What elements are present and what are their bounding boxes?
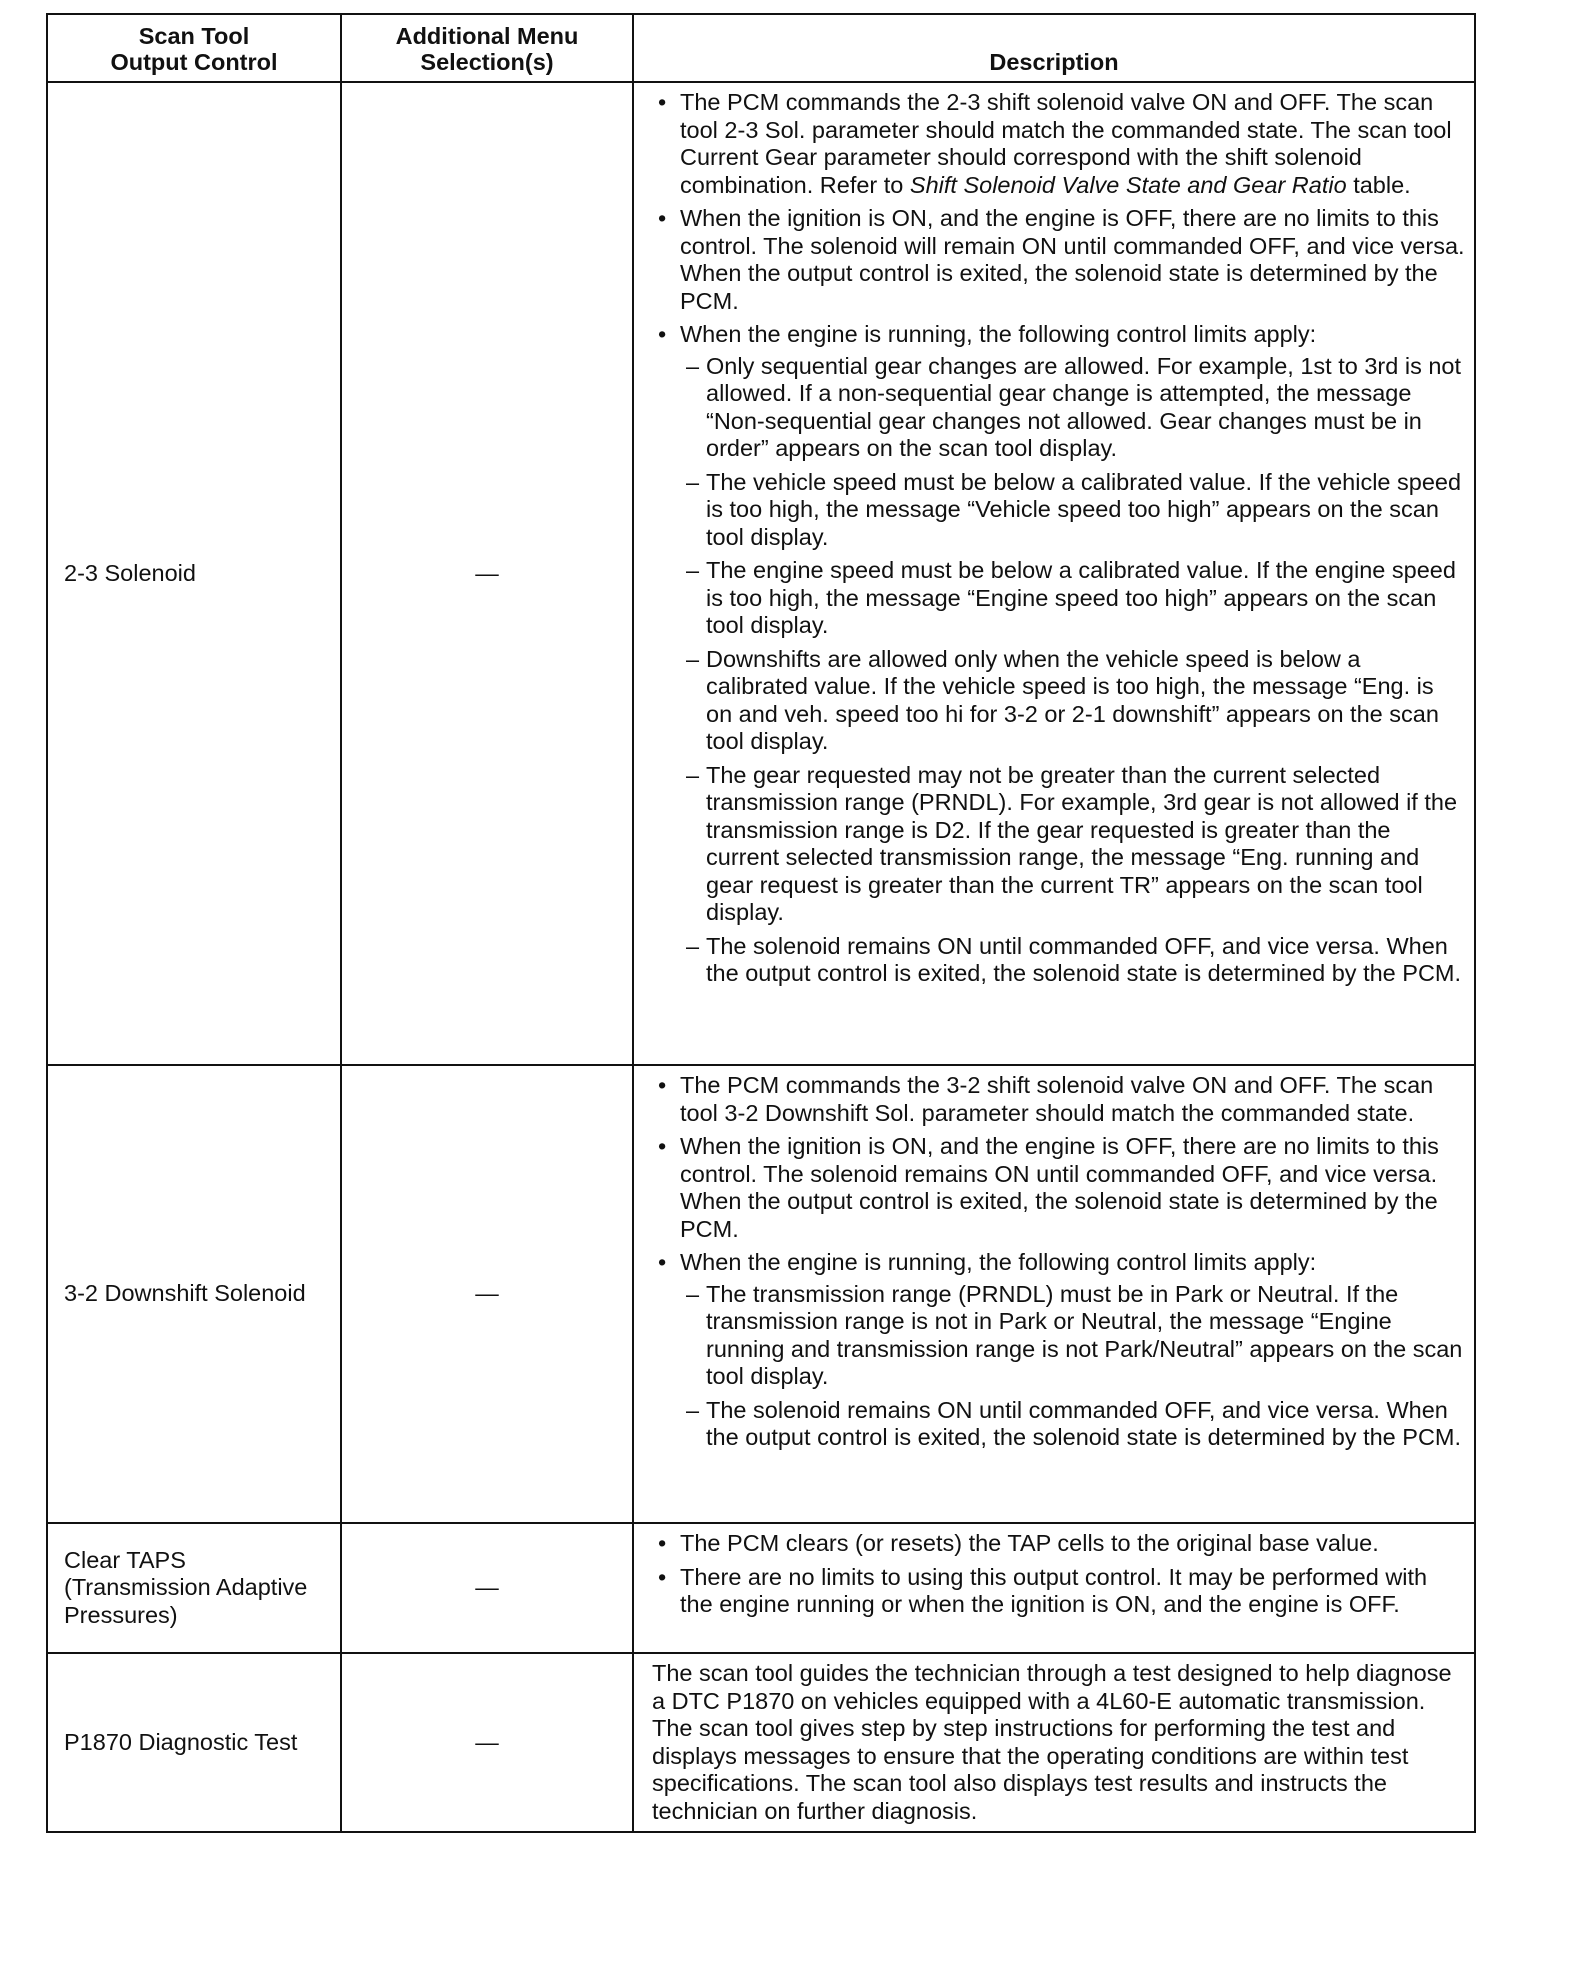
list-item: • There are no limits to using this output control. It may be performed with the engine running or when the ignition is ON, and the engine is OFF. (654, 1564, 1466, 1619)
bullet-italic-ref: Shift Solenoid Valve State and Gear Ratio (909, 171, 1347, 198)
list-item: – The transmission range (PRNDL) must be in Park or Neutral. If the transmission range is not in Park or Neutral, the message “Engine running and transmission range is not Park/Neutral” appears on the scan tool display. (680, 1281, 1466, 1391)
table-row (47, 82, 1475, 1065)
list-item (654, 89, 1466, 199)
table-row (47, 1065, 1475, 1523)
header-line: Additional Menu (395, 23, 579, 49)
list-item (654, 1249, 1466, 1452)
header-line: Scan Tool (138, 23, 250, 49)
description-cell (633, 1653, 1475, 1832)
header-row (47, 14, 1475, 82)
list-item: – The vehicle speed must be below a calibrated value. If the vehicle speed is too high, the message “Vehicle speed too high” appears on the scan tool display. (680, 469, 1466, 552)
bullet-text: table. (1346, 171, 1411, 198)
description-cell (633, 1065, 1475, 1523)
header-additional-menu-selections (341, 14, 633, 82)
description-paragraph: The scan tool guides the technician through a test designed to help diagnose a DTC P1870 on vehicles equipped with a 4L60-E automatic transmission. The scan tool gives step by step instructions for performing the test and displays messages to ensure that the operating conditions are within test specifications. The scan tool also displays test results and instructs the technician on further diagnosis. (652, 1660, 1452, 1824)
list-item: – The solenoid remains ON until commanded OFF, and vice versa. When the output control is exited, the solenoid state is determined by the PCM. (680, 1397, 1466, 1452)
menu-selection-cell: — (341, 1523, 633, 1653)
output-control-cell: 2-3 Solenoid (47, 82, 341, 1065)
bullet-list (654, 1530, 1466, 1619)
bullet-text: When the engine is running, the following control limits apply: (680, 1249, 1317, 1275)
bullet-text: When the engine is running, the following control limits apply: (680, 321, 1317, 347)
menu-selection-cell: — (341, 82, 633, 1065)
list-item (654, 321, 1466, 988)
menu-selection-cell: — (341, 1653, 633, 1832)
output-control-table (46, 13, 1476, 1833)
header-scan-tool-output-control (47, 14, 341, 82)
list-item: – The engine speed must be below a calibrated value. If the engine speed is too high, the message “Engine speed too high” appears on the scan tool display. (680, 557, 1466, 640)
description-cell (633, 82, 1475, 1065)
list-item: – The solenoid remains ON until commanded OFF, and vice versa. When the output control is exited, the solenoid state is determined by the PCM. (680, 933, 1466, 988)
output-control-cell: Clear TAPS (Transmission Adaptive Pressures) (47, 1523, 341, 1653)
list-item: • When the ignition is ON, and the engine is OFF, there are no limits to this control. The solenoid will remain ON until commanded OFF, and vice versa. When the output control is exited, the solenoid state is determined by the PCM. (654, 205, 1466, 315)
dash-list (680, 1281, 1466, 1452)
table-row (47, 1523, 1475, 1653)
header-line: Selection(s) (420, 49, 554, 75)
header-description (633, 14, 1475, 82)
list-item: • When the ignition is ON, and the engine is OFF, there are no limits to this control. The solenoid remains ON until commanded OFF, and vice versa. When the output control is exited, the solenoid state is determined by the PCM. (654, 1133, 1466, 1243)
description-cell (633, 1523, 1475, 1653)
list-item: – Only sequential gear changes are allowed. For example, 1st to 3rd is not allowed. If a non-sequential gear change is attempted, the message “Non-sequential gear changes not allowed. Gear changes must be in order” appears on the scan tool display. (680, 353, 1466, 463)
list-item: – The gear requested may not be greater than the current selected transmission range (PRNDL). For example, 3rd gear is not allowed if the transmission range is D2. If the gear requested is greater than the current selected transmission range, the message “Eng. running and gear request is greater than the current TR” appears on the scan tool display. (680, 762, 1466, 927)
table-row (47, 1653, 1475, 1832)
menu-selection-cell: — (341, 1065, 633, 1523)
output-control-cell: 3-2 Downshift Solenoid (47, 1065, 341, 1523)
list-item: • The PCM commands the 3-2 shift solenoid valve ON and OFF. The scan tool 3-2 Downshift Sol. parameter should match the commanded state. (654, 1072, 1466, 1127)
list-item: • The PCM clears (or resets) the TAP cells to the original base value. (654, 1530, 1466, 1558)
bullet-list (654, 1072, 1466, 1452)
output-control-cell: P1870 Diagnostic Test (47, 1653, 341, 1832)
bullet-text: The PCM commands the 2-3 shift solenoid valve ON and OFF. The scan tool 2-3 Sol. parameter should match the commanded state. The scan tool Current Gear parameter should correspond with the shift solenoid combination. Refer to (680, 89, 1452, 198)
header-line: Output Control (110, 49, 278, 75)
header-line: Description (989, 49, 1119, 75)
list-item: – Downshifts are allowed only when the vehicle speed is below a calibrated value. If the vehicle speed is too high, the message “Eng. is on and veh. speed too hi for 3-2 or 2-1 downshift” appears on the scan tool display. (680, 646, 1466, 756)
bullet-list (654, 89, 1466, 988)
dash-list (680, 353, 1466, 988)
